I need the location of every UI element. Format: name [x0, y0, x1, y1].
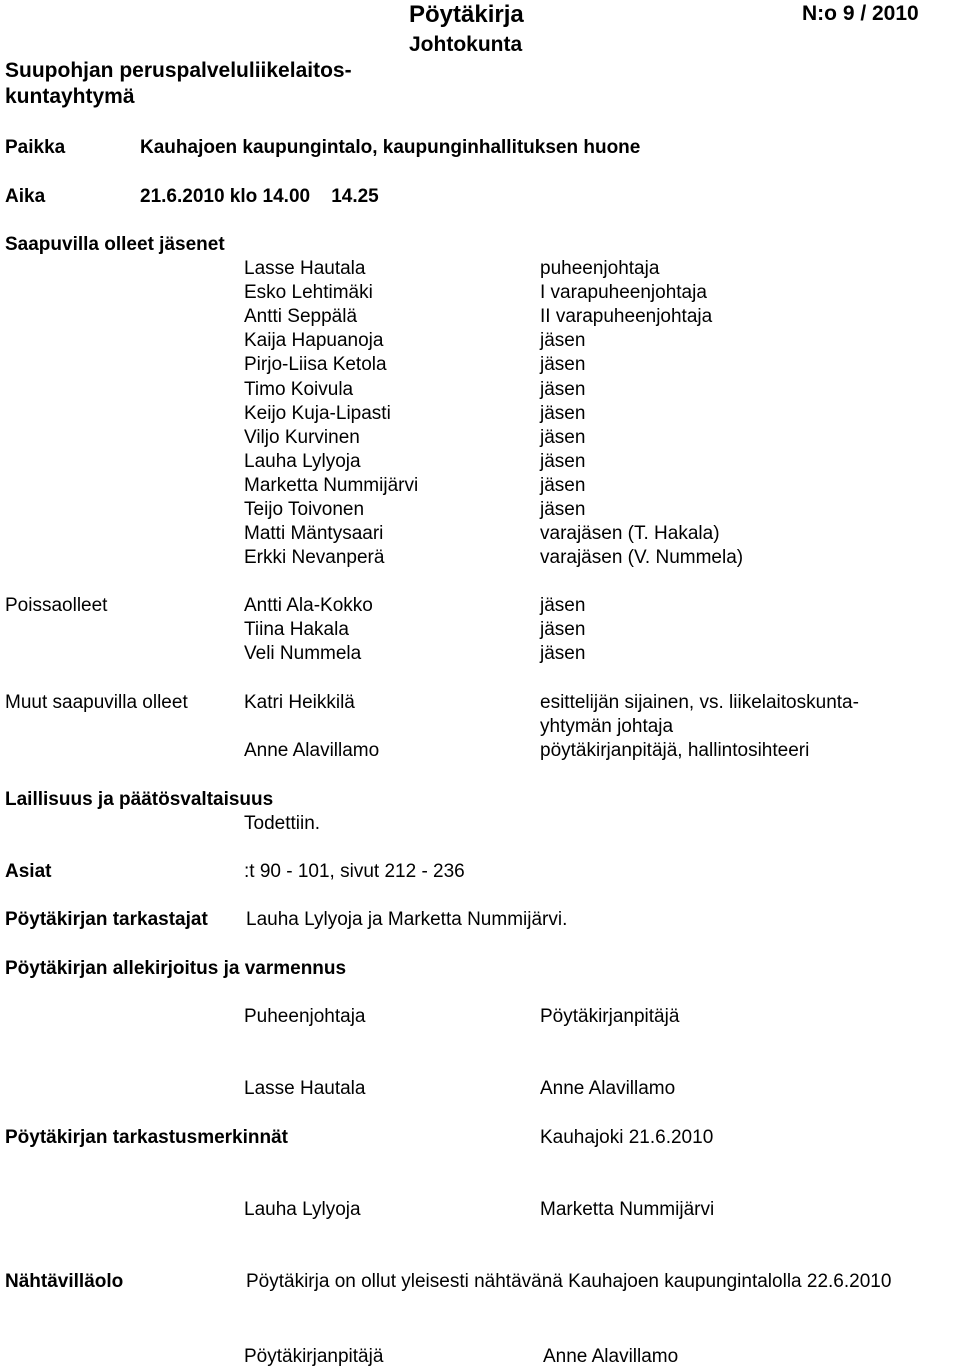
document-number: N:o 9 / 2010 [802, 2, 919, 25]
member-role: jäsen [540, 595, 586, 616]
present-members-label: Saapuvilla olleet jäsenet [5, 234, 225, 255]
member-role: jäsen [540, 499, 586, 520]
member-name: Viljo Kurvinen [244, 426, 360, 448]
member-name: Timo Koivula [244, 378, 354, 400]
member-name: Teijo Toivonen [244, 499, 365, 520]
member-role: varajäsen (T. Hakala) [540, 523, 720, 545]
other-person-role: pöytäkirjanpitäjä, hallintosihteeri [540, 740, 810, 761]
inspector-name-2: Marketta Nummijärvi [540, 1199, 715, 1220]
time-label: Aika [5, 186, 46, 207]
chair-title: Puheenjohtaja [244, 1006, 366, 1027]
member-name: Erkki Nevanperä [244, 547, 385, 569]
member-role: I varapuheenjohtaja [540, 282, 707, 304]
display-label: Nähtävilläolo [5, 1271, 124, 1292]
legality-value: Todettiin. [244, 813, 321, 834]
body-name: Johtokunta [409, 33, 523, 56]
secretary-title: Pöytäkirjanpitäjä [540, 1006, 680, 1027]
member-name: Pirjo-Liisa Ketola [244, 354, 387, 376]
member-role: jäsen [540, 643, 586, 665]
member-name: Lauha Lylyoja [244, 450, 361, 472]
member-role: jäsen [540, 402, 586, 424]
member-name: Tiina Hakala [244, 619, 349, 641]
member-role: jäsen [540, 619, 586, 641]
legality-label: Laillisuus ja päätösvaltaisuus [5, 789, 274, 810]
member-role: jäsen [540, 354, 586, 376]
member-role: jäsen [540, 450, 586, 472]
items-label: Asiat [5, 861, 52, 882]
absent-label: Poissaolleet [5, 595, 108, 616]
member-role: jäsen [540, 330, 586, 352]
inspection-place-date: Kauhajoki 21.6.2010 [540, 1127, 714, 1148]
member-name: Kaija Hapuanoja [244, 330, 384, 352]
others-present-label: Muut saapuvilla olleet [5, 692, 188, 713]
other-person-role: esittelijän sijainen, vs. liikelaitoskunta- [540, 692, 859, 713]
time-value: 21.6.2010 klo 14.00 14.25 [140, 186, 379, 207]
member-name: Matti Mäntysaari [244, 523, 384, 545]
signing-label: Pöytäkirjan allekirjoitus ja varmennus [5, 958, 347, 979]
other-person-role-cont: yhtymän johtaja [540, 716, 674, 737]
items-value: :t 90 - 101, sivut 212 - 236 [244, 861, 465, 882]
member-name: Marketta Nummijärvi [244, 474, 419, 496]
member-name: Esko Lehtimäki [244, 282, 373, 304]
member-role: II varapuheenjohtaja [540, 306, 713, 328]
inspector-name-1: Lauha Lylyoja [244, 1199, 361, 1220]
chair-name: Lasse Hautala [244, 1078, 366, 1099]
member-role: jäsen [540, 426, 586, 448]
member-name: Antti Seppälä [244, 306, 358, 328]
organization-name-line2: kuntayhtymä [5, 85, 135, 108]
other-person-name: Katri Heikkilä [244, 692, 355, 713]
organization-name-line1: Suupohjan peruspalveluliikelaitos- [5, 59, 352, 82]
member-role: jäsen [540, 378, 586, 400]
other-person-name: Anne Alavillamo [244, 740, 380, 761]
inspection-marks-label: Pöytäkirjan tarkastusmerkinnät [5, 1127, 289, 1148]
inspectors-label: Pöytäkirjan tarkastajat [5, 909, 208, 930]
member-role: varajäsen (V. Nummela) [540, 547, 744, 569]
place-label: Paikka [5, 137, 66, 158]
member-name: Keijo Kuja-Lipasti [244, 402, 391, 424]
display-signer-name: Anne Alavillamo [543, 1346, 679, 1367]
secretary-name: Anne Alavillamo [540, 1078, 676, 1099]
member-name: Antti Ala-Kokko [244, 595, 373, 616]
inspectors-value: Lauha Lylyoja ja Marketta Nummijärvi. [246, 909, 568, 930]
member-name: Veli Nummela [244, 643, 362, 665]
member-role: jäsen [540, 474, 586, 496]
member-role: puheenjohtaja [540, 258, 660, 279]
display-signer-title: Pöytäkirjanpitäjä [244, 1346, 384, 1367]
display-value: Pöytäkirja on ollut yleisesti nähtävänä Kauhajoen kaupungintalolla 22.6.2010 [246, 1271, 892, 1292]
document-type: Pöytäkirja [409, 1, 524, 28]
place-value: Kauhajoen kaupungintalo, kaupunginhallituksen huone [140, 137, 641, 158]
member-name: Lasse Hautala [244, 258, 366, 279]
